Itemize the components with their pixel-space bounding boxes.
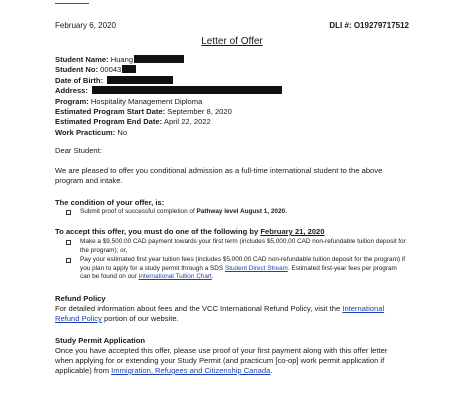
program-label: Program: bbox=[55, 96, 89, 106]
accept-list bbox=[66, 238, 406, 283]
list-item bbox=[66, 238, 406, 255]
program-row bbox=[55, 97, 282, 107]
intro-paragraph: We are pleased to offer you conditional admission as a full-time international student to the above program and intake. bbox=[55, 166, 383, 185]
bullet-square-icon bbox=[66, 210, 71, 215]
work-practicum-value: No bbox=[117, 127, 128, 137]
refund-text-suffix: portion of our website. bbox=[103, 314, 179, 323]
student-name-value: Huang bbox=[110, 55, 134, 64]
header-rule bbox=[55, 3, 89, 4]
work-practicum-row bbox=[55, 128, 282, 138]
bullet-square-icon bbox=[66, 258, 71, 263]
international-refund-policy-link[interactable]: International Refund Policy bbox=[55, 304, 385, 323]
dli-number: DLI #: O19279717512 bbox=[329, 21, 409, 30]
student-name-label: Student Name: bbox=[55, 55, 109, 64]
student-no-row bbox=[55, 65, 282, 75]
refund-heading: Refund Policy bbox=[55, 294, 106, 303]
student-name-row bbox=[55, 55, 282, 65]
student-details bbox=[55, 55, 282, 138]
work-practicum-label: Work Practicum: bbox=[55, 127, 116, 137]
letter-title: Letter of Offer bbox=[201, 36, 263, 47]
list-item bbox=[66, 208, 406, 217]
start-date-label: Estimated Program Start Date: bbox=[55, 107, 166, 117]
condition-item-text: Submit proof of successful completion of bbox=[80, 208, 195, 215]
program-value: Hospitality Management Diploma bbox=[90, 96, 203, 106]
refund-text: For detailed information about fees and the VCC International Refund Policy, visit the bbox=[55, 304, 341, 313]
dob-label: Date of Birth: bbox=[55, 75, 104, 85]
end-date-label: Estimated Program End Date: bbox=[55, 117, 163, 127]
address-label: Address: bbox=[55, 86, 88, 96]
student-no-value: 00043 bbox=[100, 65, 122, 75]
redaction-bar bbox=[122, 65, 136, 73]
study-permit-text: Once you have accepted this offer, please use proof of your first payment along with this offer letter when applying for or extending your Study Permit (and practicum [co-op] work permit application if applicable) from bbox=[55, 346, 388, 375]
study-permit-suffix: . bbox=[270, 366, 273, 375]
end-date-row bbox=[55, 117, 282, 127]
address-row bbox=[55, 86, 282, 96]
refund-paragraph bbox=[55, 304, 407, 324]
accept-deadline: February 21, 2020 bbox=[260, 227, 325, 236]
accept-item-2-text: Pay your estimated first year tuition fees (includes $5,000.00 CAD non-refundable tuition deposit for the program) if you plan to apply for a study permit through a SDS bbox=[80, 256, 406, 272]
condition-item-bold: Pathway level August 1, 2020. bbox=[196, 208, 287, 215]
study-permit-heading: Study Permit Application bbox=[55, 336, 146, 345]
redaction-bar bbox=[92, 86, 282, 94]
end-date-value: April 22, 2022 bbox=[163, 117, 211, 127]
student-direct-stream-link[interactable]: Student Direct Stream bbox=[224, 264, 288, 272]
bullet-square-icon bbox=[66, 240, 71, 245]
accept-item-2-mid: . Estimated first-year fees per program can be found on our bbox=[80, 264, 397, 281]
accept-heading bbox=[55, 227, 415, 237]
salutation: Dear Student: bbox=[55, 146, 102, 155]
letter-date: February 6, 2020 bbox=[55, 21, 116, 30]
accept-heading-text: To accept this offer, you must do one of the following by bbox=[55, 227, 259, 236]
ircc-link[interactable]: Immigration, Refugees and Citizenship Canada bbox=[111, 366, 271, 375]
list-item bbox=[66, 256, 406, 282]
start-date-row bbox=[55, 107, 282, 117]
accept-item-1: Make a $9,500.00 CAD payment towards your first term (includes $5,000.00 CAD non-refundable tuition deposit for the program); or, bbox=[80, 238, 406, 254]
condition-heading: The condition of your offer, is: bbox=[55, 198, 165, 207]
international-tuition-chart-link[interactable]: International Tuition Chart bbox=[138, 273, 212, 281]
student-no-label: Student No: bbox=[55, 65, 99, 75]
dob-row bbox=[55, 76, 282, 86]
condition-list bbox=[66, 208, 406, 218]
start-date-value: September 8, 2020 bbox=[167, 107, 232, 117]
accept-item-2-end: . bbox=[211, 273, 214, 281]
redaction-bar bbox=[107, 76, 173, 84]
redaction-bar bbox=[134, 55, 184, 63]
study-permit-paragraph bbox=[55, 346, 407, 376]
